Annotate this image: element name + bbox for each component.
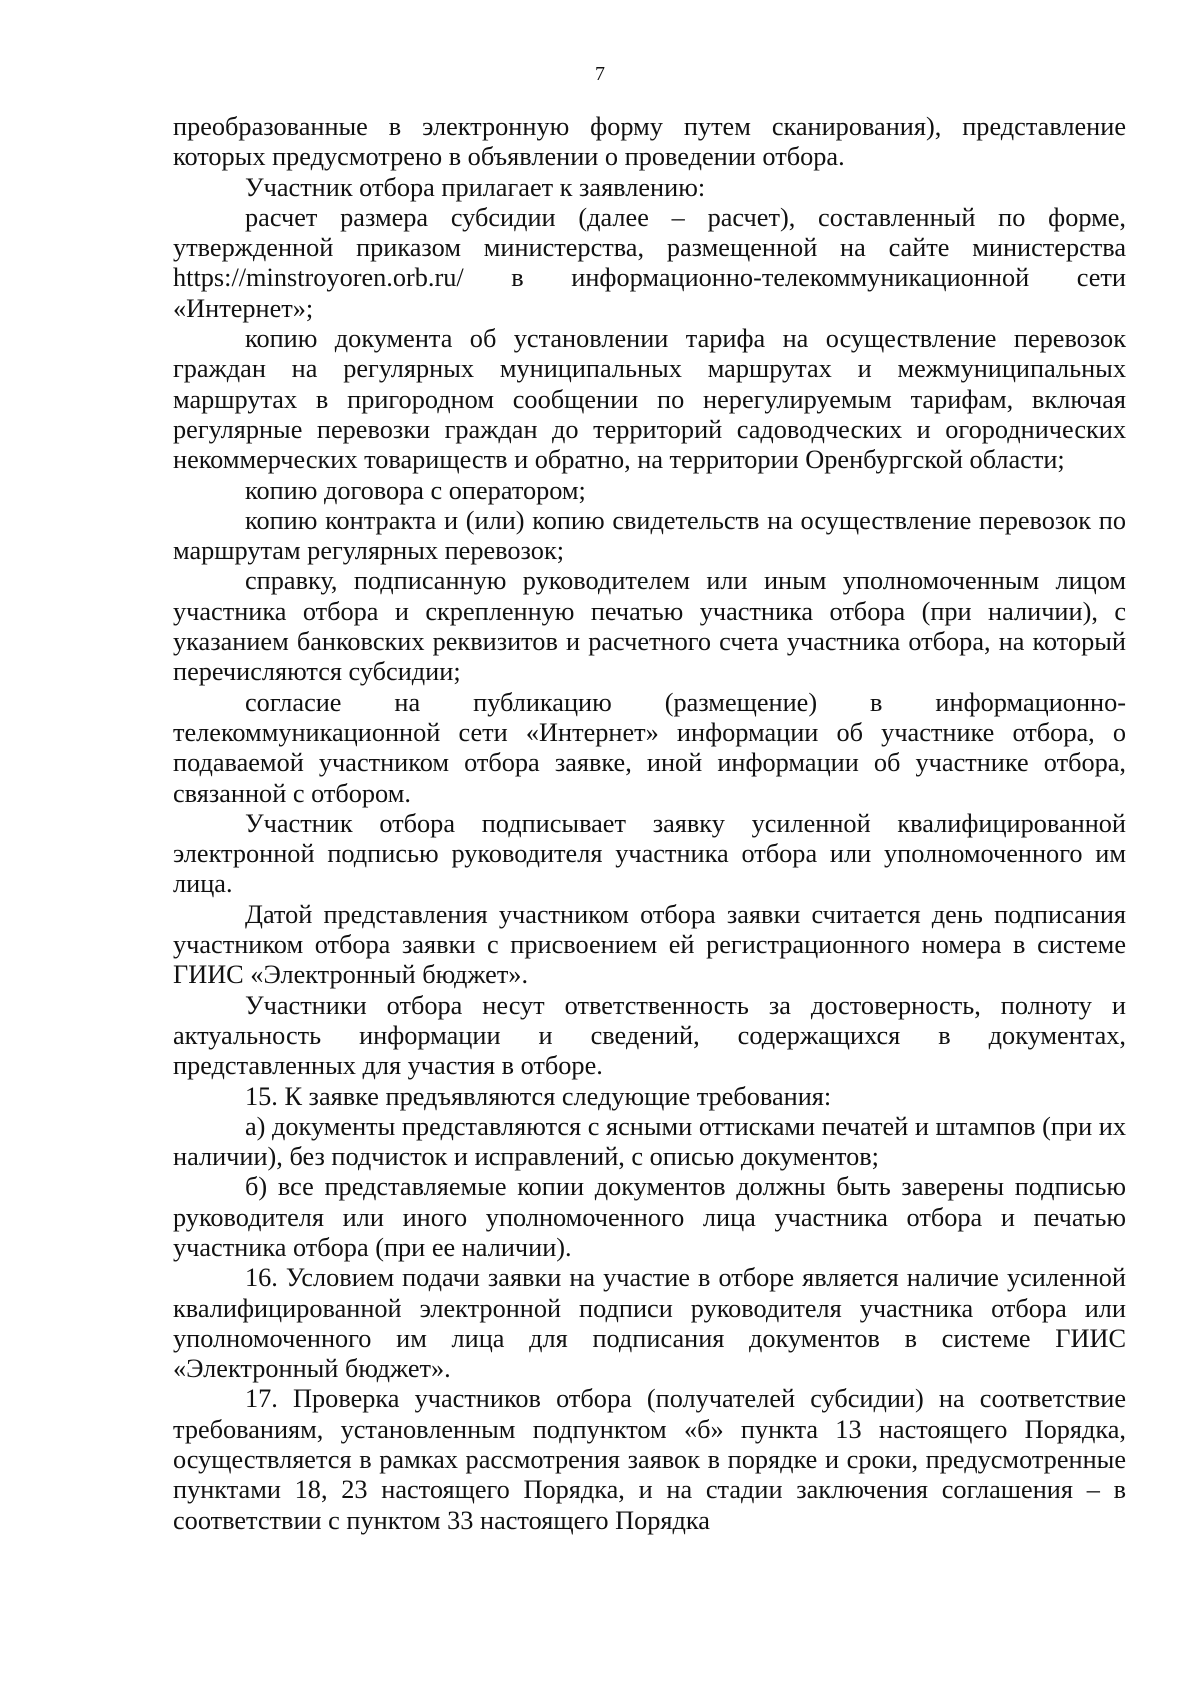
paragraph-operator-contract: копию договора с оператором; — [245, 475, 586, 505]
paragraph-item-15b: б) все представляемые копии документов должны быть заверены подписью руководителя или иного уполномоченного лица участника отбора и печатью участника отбора (при ее наличии). — [173, 1172, 1126, 1262]
paragraph-tariff-document: копию документа об установлении тарифа на осуществление перевозок граждан на регулярных муниципальных маршрутах и межмуниципальных маршрутах в пригородном сообщении по нерегулируемым тарифам, включая регулярные перевозки граждан до территорий садоводческих и огороднических некоммерческих товариществ и обратно, на территории Оренбургской области; — [173, 324, 1126, 475]
paragraph-item-15: 15. К заявке предъявляются следующие требования: — [245, 1081, 832, 1111]
paragraph-continuation: преобразованные в электронную форму путем сканирования), представление которых предусмотрено в объявлении о проведении отбора. — [173, 112, 1126, 172]
paragraph-contract-copy: копию контракта и (или) копию свидетельств на осуществление перевозок по маршрутам регулярных перевозок; — [173, 505, 1126, 566]
paragraph-item-15a: а) документы представляются с ясными оттисками печатей и штампов (при их наличии), без подчисток и исправлений, с описью документов; — [173, 1111, 1126, 1172]
paragraph-responsibility: Участники отбора несут ответственность за достоверность, полноту и актуальность информации и сведений, содержащихся в документах, представленных для участия в отборе. — [173, 990, 1126, 1081]
paragraph-item-17: 17. Проверка участников отбора (получателей субсидии) на соответствие требованиям, установленным подпунктом «б» пункта 13 настоящего Порядка, осуществляется в рамках рассмотрения заявок в порядке и сроки, предусмотренные пунктами 18, 23 настоящего Порядка, и на стадии заключения соглашения – в соответствии с пунктом 33 настоящего Порядка — [173, 1384, 1126, 1535]
paragraph-bank-certificate: справку, подписанную руководителем или иным уполномоченным лицом участника отбора и скрепленную печатью участника отбора (при наличии), с указанием банковских реквизитов и расчетного счета участника отбора, на который перечисляются субсидии; — [173, 566, 1126, 687]
paragraph-submission-date: Датой представления участником отбора заявки считается день подписания участником отбора заявки с присвоением ей регистрационного номера в системе ГИИС «Электронный бюджет». — [173, 899, 1126, 990]
document-body — [173, 112, 1126, 1536]
paragraph-attachments-intro: Участник отбора прилагает к заявлению: — [245, 172, 706, 202]
paragraph-item-16: 16. Условием подачи заявки на участие в отборе является наличие усиленной квалифицированной электронной подписи руководителя участника отбора или уполномоченного им лица для подписания документов в системе ГИИС «Электронный бюджет». — [173, 1263, 1126, 1384]
paragraph-publication-consent: согласие на публикацию (размещение) в информационно-телекоммуникационной сети «Интернет» информации об участнике отбора, о подаваемой участником отбора заявке, иной информации об участнике отбора, связанной с отбором. — [173, 687, 1126, 808]
paragraph-subsidy-calculation: расчет размера субсидии (далее – расчет), составленный по форме, утвержденной приказом министерства, размещенной на сайте министерства https://minstroyoren.orb.ru/ в информационно-телекоммуникационной сети «Интернет»; — [173, 202, 1126, 323]
page-number: 7 — [595, 63, 605, 85]
paragraph-electronic-signature: Участник отбора подписывает заявку усиленной квалифицированной электронной подписью руководителя участника отбора или уполномоченного им лица. — [173, 808, 1126, 899]
